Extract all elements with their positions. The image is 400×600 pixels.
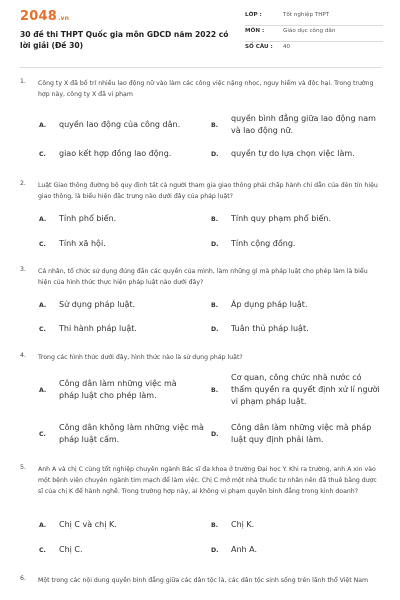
meta-value: Tốt nghiệp THPT (283, 12, 330, 18)
question-text: Một trong các nội dung quyền bình đẳng giữa các dân tộc là, các dân tộc sinh sống trên lãnh thổ Việt Nam (38, 577, 369, 584)
option-text: quyền tự do lựa chọn việc làm. (231, 149, 355, 158)
question-text: Luật Giao thông đường bộ quy định tất cả người tham gia giao thông phải chấp hành chỉ dẫn của đèn tín hiệu giao thông, là biểu hiện đặc trưng nào dưới đây của pháp luật? (38, 182, 378, 200)
logo-suffix: .vn (57, 15, 70, 22)
question-number: 5. (20, 464, 26, 471)
meta-label: SỐ CÂU : (245, 44, 273, 50)
document-title: 30 đề thi THPT Quốc gia môn GDCD năm 2022 có lời giải (Đề 30) (20, 30, 229, 50)
meta-row-class (245, 12, 383, 26)
option-letter: B. (211, 521, 219, 529)
option-text: Tính xã hội. (59, 239, 106, 248)
option-text: Áp dụng pháp luật. (231, 300, 308, 309)
option-letter: C. (39, 150, 46, 158)
option-b[interactable] (211, 299, 381, 311)
question-text: Trong các hình thức dưới đây, hình thức nào là sử dụng pháp luật? (38, 354, 243, 361)
option-c[interactable] (39, 238, 209, 250)
option-a[interactable] (39, 519, 209, 531)
option-text: Thi hành pháp luật. (59, 324, 137, 333)
option-text: quyền bình đẳng giữa lao động nam và lao động nữ. (231, 114, 376, 135)
option-text: Anh A. (231, 545, 258, 554)
option-letter: C. (39, 325, 46, 333)
option-letter: D. (211, 240, 219, 248)
option-c[interactable] (39, 323, 209, 335)
option-d[interactable] (211, 238, 381, 250)
question-text: Cá nhân, tổ chức sử dụng đúng đắn các quyền của mình, làm những gì mà pháp luật cho phép làm là biểu hiện của hình thức thực hiện pháp luật nào dưới đây? (38, 268, 368, 286)
option-d[interactable] (211, 323, 381, 335)
question-text: Công ty X đã bố trí nhiều lao động nữ vào làm các công việc nặng nhọc, nguy hiểm và độc hại. Trong trường hợp này, công ty X đã vi phạm (38, 80, 374, 98)
option-text: Sử dụng pháp luật. (59, 300, 136, 309)
question-number: 2. (20, 180, 26, 187)
option-letter: C. (39, 546, 46, 554)
option-c[interactable] (39, 544, 209, 556)
option-a[interactable] (39, 119, 209, 131)
option-text: Công dân làm những việc mà pháp luật cho phép làm. (59, 379, 177, 400)
option-d[interactable] (211, 544, 381, 556)
option-letter: A. (39, 301, 47, 309)
option-text: giao kết hợp đồng lao động. (59, 149, 172, 158)
option-text: Tính phổ biến. (59, 214, 117, 223)
header-divider (20, 67, 382, 68)
question-number: 3. (20, 266, 26, 273)
question-text: Anh A và chị C cùng tốt nghiệp chuyên ngành Bác sĩ đa khoa ở trường Đại học Y. Khi ra trường, anh A xin vào một bệnh viện chuyên ngành tim mạch để làm việc. Chị C mở một nhà thuốc tư nhân nên đã thuê bằng dược sĩ của chị K để hành nghề. Trong trường hợp này, ai không vi phạm quyền bình đẳng trong kinh doanh? (38, 466, 377, 495)
option-text: Tính cộng đồng. (231, 239, 296, 248)
option-letter: A. (39, 521, 47, 529)
option-letter: D. (211, 150, 219, 158)
option-a[interactable] (39, 213, 209, 225)
option-letter: B. (211, 301, 219, 309)
option-text: Công dân làm những việc mà pháp luật quy định phải làm. (231, 423, 372, 444)
option-letter: D. (211, 430, 219, 438)
option-text: quyền lao động của công dân. (59, 120, 181, 129)
option-c[interactable] (39, 422, 209, 446)
meta-row-subject (245, 28, 383, 42)
option-b[interactable] (211, 213, 381, 225)
option-b[interactable] (211, 113, 381, 137)
option-text: Chị C. (59, 545, 83, 554)
option-letter: C. (39, 430, 46, 438)
option-b[interactable] (211, 372, 381, 408)
question-number: 4. (20, 352, 26, 359)
logo-text: 2048 (20, 9, 57, 24)
option-text: Cơ quan, công chức nhà nước có thẩm quyền ra quyết định xử lí người vi phạm pháp luật. (231, 373, 380, 406)
option-letter: B. (211, 386, 219, 394)
option-letter: A. (39, 121, 47, 129)
question-number: 1. (20, 78, 26, 85)
option-a[interactable] (39, 299, 209, 311)
meta-label: LỚP : (245, 12, 262, 18)
option-letter: B. (211, 121, 219, 129)
option-letter: A. (39, 386, 47, 394)
option-d[interactable] (211, 422, 381, 446)
meta-row-count (245, 44, 383, 58)
document-meta (245, 12, 383, 60)
meta-label: MÔN : (245, 28, 265, 34)
option-letter: D. (211, 325, 219, 333)
option-text: Tuân thủ pháp luật. (231, 324, 309, 333)
option-d[interactable] (211, 148, 381, 160)
option-letter: A. (39, 215, 47, 223)
meta-value: Giáo dục công dân (283, 28, 336, 34)
option-text: Công dân không làm những việc mà pháp luật cấm. (59, 423, 204, 444)
option-c[interactable] (39, 148, 209, 160)
option-b[interactable] (211, 519, 381, 531)
option-letter: D. (211, 546, 219, 554)
option-letter: B. (211, 215, 219, 223)
question-number: 6. (20, 575, 26, 582)
option-a[interactable] (39, 378, 209, 402)
site-logo[interactable] (20, 9, 69, 24)
option-text: Chị K. (231, 520, 255, 529)
document-header (0, 0, 400, 68)
meta-value: 40 (283, 44, 291, 50)
option-text: Chị C và chị K. (59, 520, 117, 529)
option-text: Tính quy phạm phổ biến. (231, 214, 332, 223)
option-letter: C. (39, 240, 46, 248)
